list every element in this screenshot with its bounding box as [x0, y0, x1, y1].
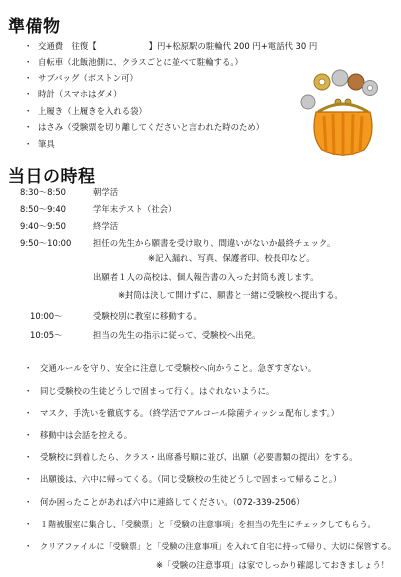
rule-item: 受験校に到着したら、クラス・出席番号順に並び、出願（必要書類の提出）をする。	[40, 452, 358, 462]
bullet: ・	[24, 430, 33, 440]
rule-item: クリアファイルに「受験票」と「受験の注意事項」を入れて自宅に持って帰り、大切に保管する。	[40, 541, 396, 551]
rule-item: マスク、手洗いを徹底する。（終学活でアルコール除菌ティッシュ配布します。）	[40, 408, 340, 418]
rules-footnote: ※「受験の注意事項」は家でしっかり確認しておきましょう！	[156, 560, 390, 570]
bullet: ・	[24, 408, 33, 418]
schedule-time: 10:05～	[30, 330, 63, 340]
schedule-time: 10:00～	[30, 311, 63, 321]
schedule-time: 9:50～10:00	[20, 238, 72, 248]
bullet: ・	[24, 73, 33, 83]
bullet: ・	[24, 363, 33, 373]
rule-item: 同じ受験校の生徒どうしで固まって行く。はぐれないように。	[40, 386, 275, 396]
fare-label: 交通費 往復【	[38, 41, 97, 51]
prep-item-text	[38, 41, 317, 52]
rule-item: 移動中は会話を控える。	[40, 430, 133, 440]
prep-title: 準備物	[8, 17, 61, 37]
coin-purse-icon	[296, 66, 392, 162]
prep-item-text: はさみ（受験票を切り離してくださいと言われた時のため）	[38, 122, 265, 132]
bullet: ・	[24, 497, 33, 507]
bullet: ・	[24, 541, 33, 551]
fare-rest: 】円+松原駅の駐輪代 200 円+電話代 30 円	[148, 41, 318, 51]
bullet: ・	[24, 122, 33, 132]
schedule-time: 8:30～8:50	[20, 187, 66, 197]
rule-item: 交通ルールを守り、安全に注意して受験校へ向かうこと。急ぎすぎない。	[40, 363, 317, 373]
rule-item: 何か困ったことがあれば六中に連絡してください。（072-339-2506）	[40, 497, 305, 507]
day-schedule-title: 当日の時程	[8, 167, 96, 187]
schedule-time: 9:40～9:50	[20, 221, 66, 231]
schedule-note: 出願者１人の高校は、個人報告書の入った封筒も渡します。	[93, 272, 319, 282]
schedule-desc: 担当の先生の指示に従って、受験校へ出発。	[93, 330, 261, 340]
bullet: ・	[24, 89, 33, 99]
prep-item-text: 筆具	[38, 139, 55, 149]
bullet: ・	[24, 106, 33, 116]
schedule-desc: 担任の先生から願書を受け取り、間違いがないか最終チェック。	[93, 238, 336, 248]
rule-item: 出願後は、六中に帰ってくる。（同じ受験校の生徒どうしで固まって帰ること。）	[40, 474, 342, 484]
prep-item-text: サブバッグ（ボストン可）	[38, 73, 138, 83]
schedule-note: ※記入漏れ、写真、保護者印、校長印など。	[148, 253, 315, 263]
schedule-desc: 終学活	[93, 221, 119, 231]
rule-item: １階被服室に集合し、「受験票」と「受験の注意事項」を担当の先生にチェックしてもらう。	[40, 519, 376, 529]
schedule-desc: 学年末テスト（社会）	[93, 204, 177, 214]
schedule-desc: 朝学活	[93, 187, 119, 197]
schedule-desc: 受験校別に教室に移動する。	[93, 311, 202, 321]
bullet: ・	[24, 452, 33, 462]
schedule-time: 8:50～9:40	[20, 204, 66, 214]
bullet: ・	[24, 519, 33, 529]
bullet: ・	[24, 139, 33, 149]
prep-item-text: 自転車（北飯池側に、クラスごとに並べて駐輪する。）	[38, 57, 243, 67]
bullet: ・	[24, 474, 33, 484]
bullet: ・	[24, 386, 33, 396]
bullet: ・	[24, 57, 33, 67]
prep-item-text: 時計（スマホはダメ）	[38, 89, 122, 99]
prep-item-text: 上履き（上履きを入れる袋）	[38, 106, 147, 116]
bullet: ・	[24, 41, 33, 51]
schedule-note: ※封筒は決して開けずに、願書と一緒に受験校へ提出する。	[118, 290, 343, 300]
